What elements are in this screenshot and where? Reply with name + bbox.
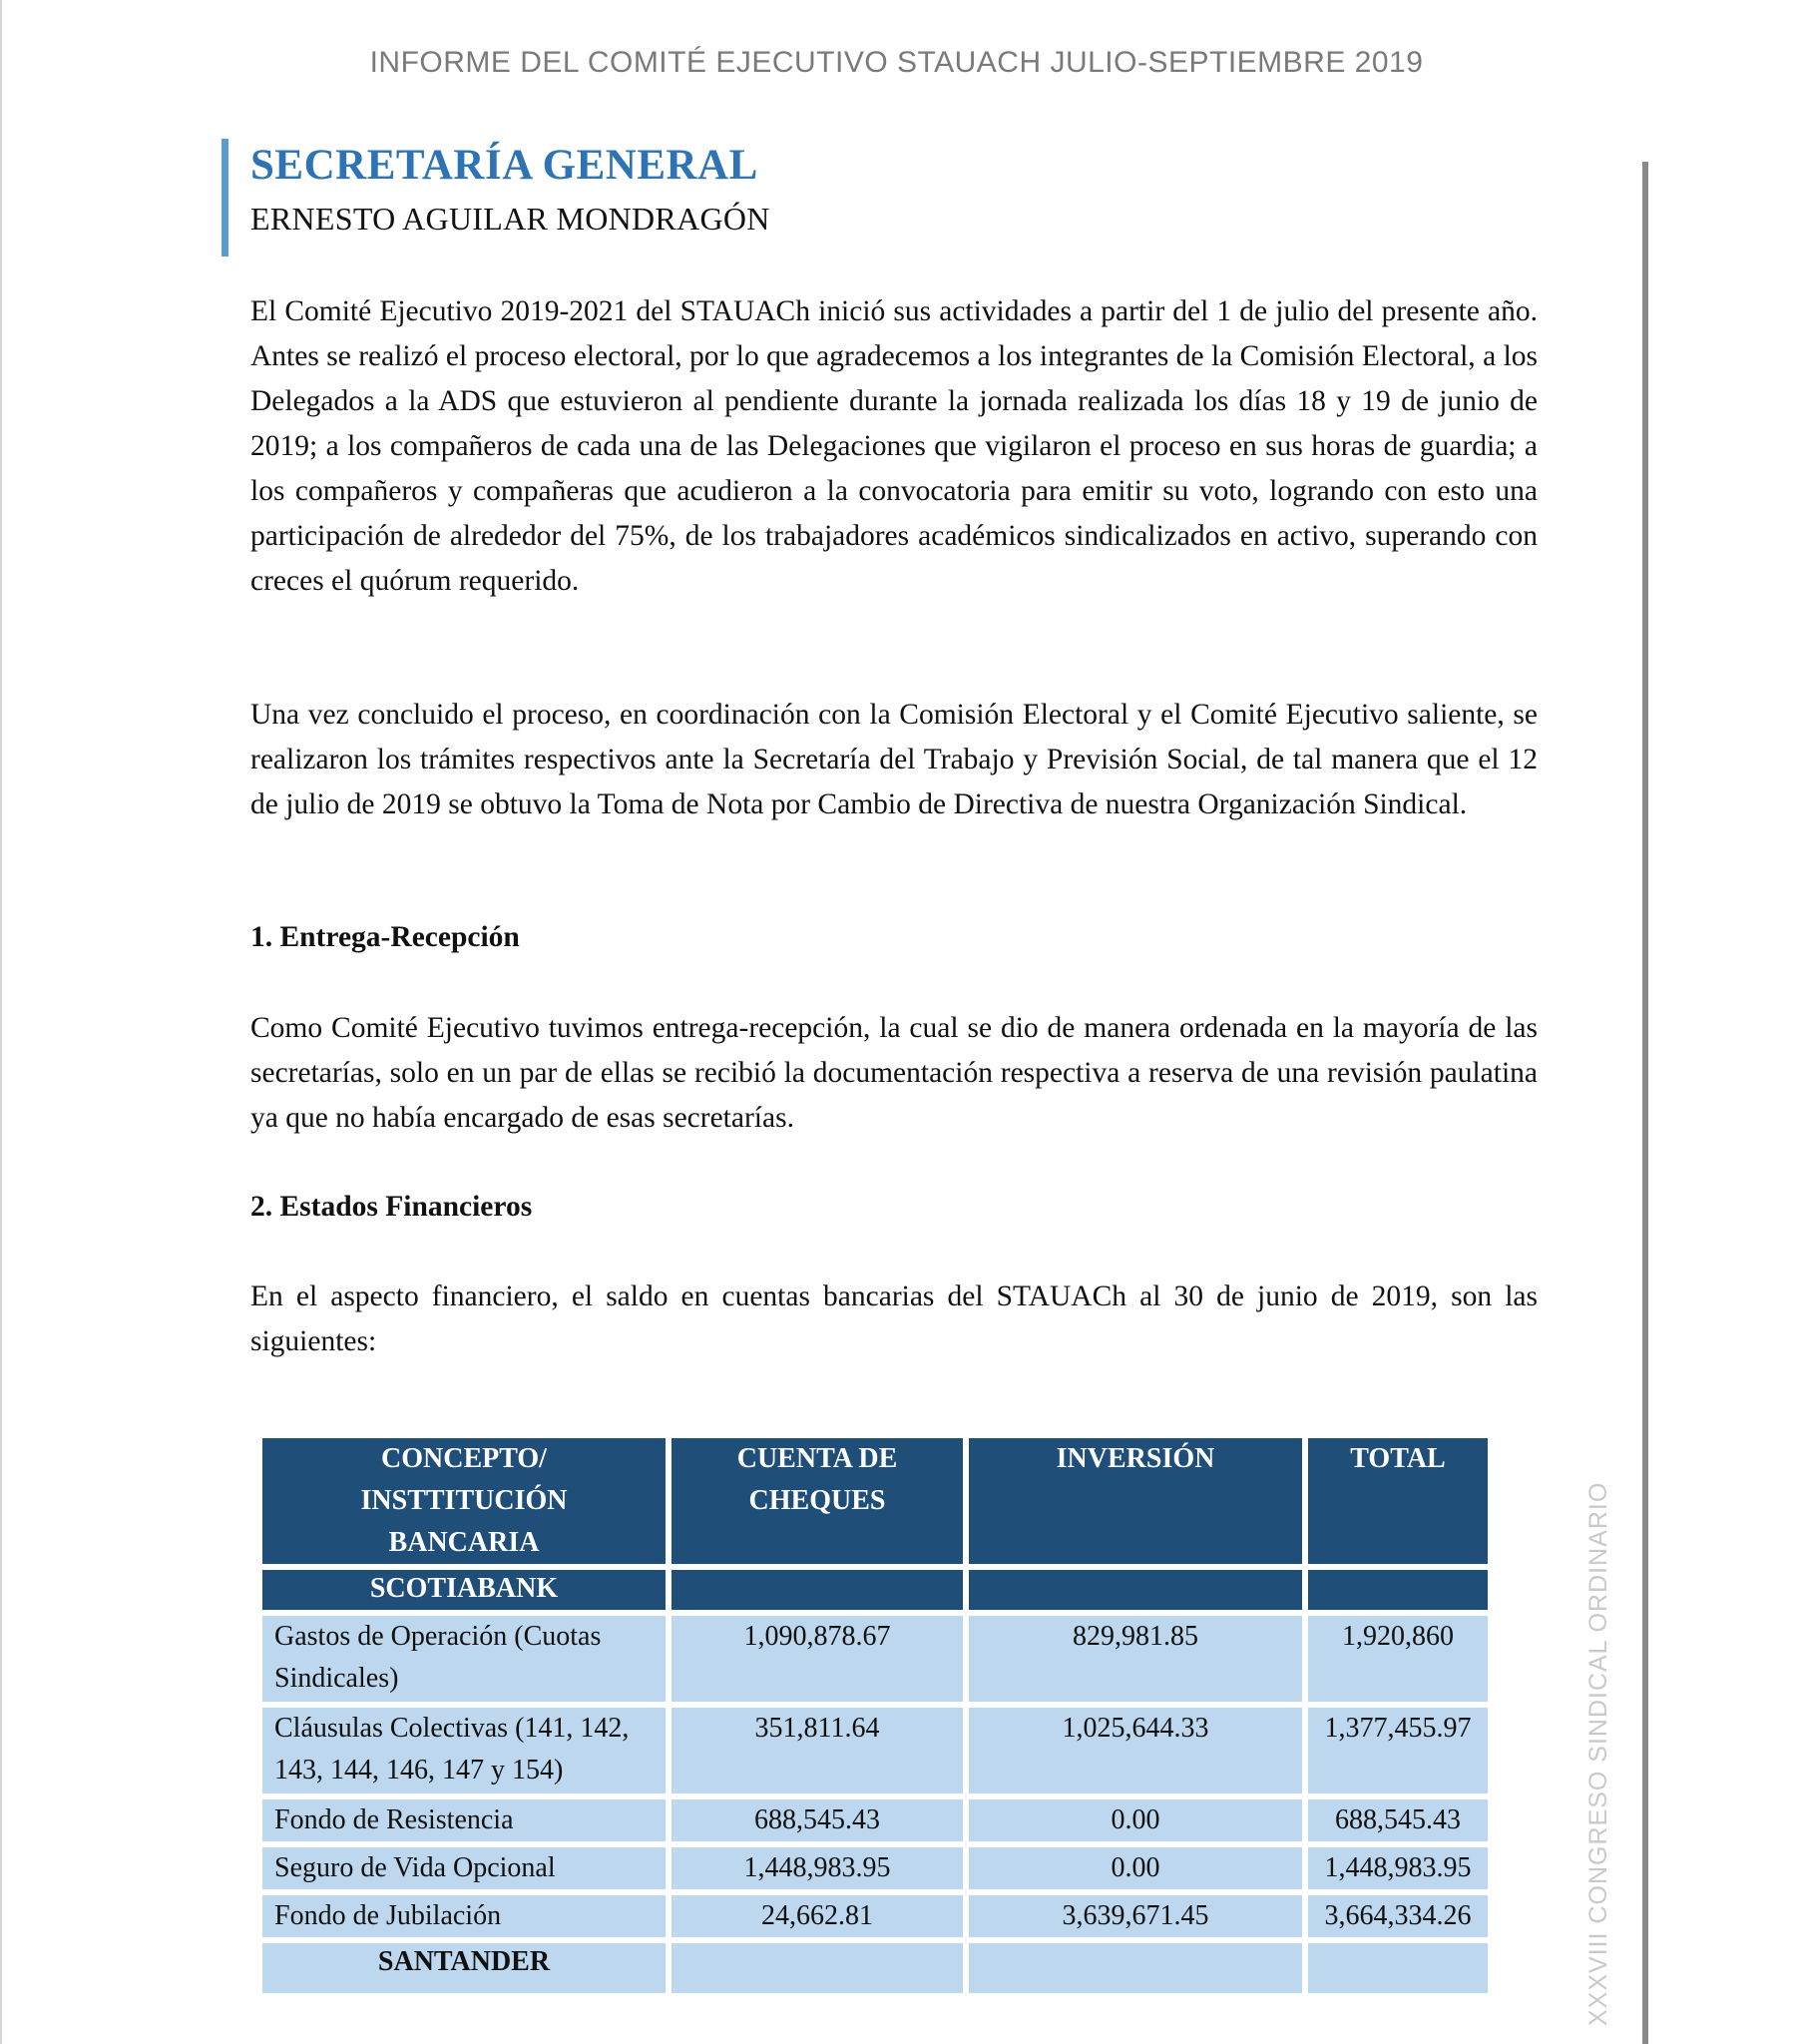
cheques-cell: 351,811.64 xyxy=(672,1708,963,1793)
cheques-cell: 688,545.43 xyxy=(672,1799,963,1841)
paragraph-3: Como Comité Ejecutivo tuvimos entrega-recepción, la cual se dio de manera ordenada en la mayoría de las secretarías, solo en un par de ellas se recibió la documentación respectiva a reserva de una revisión paulatina ya que no había encargado de esas secretarías. xyxy=(250,1012,1538,1134)
section-title: SECRETARÍA GENERAL xyxy=(250,142,758,189)
empty-cell xyxy=(672,1943,963,1993)
paragraph-2: Una vez concluido el proceso, en coordinación con la Comisión Electoral y el Comité Ejecutivo saliente, se realizaron los trámites respectivos ante la Secretaría del Trabajo y Previsión Social, de tal manera que el 12 de julio de 2019 se obtuvo la Toma de Nota por Cambio de Directiva de nuestra Organización Sindical. xyxy=(250,699,1538,820)
paragraph-4: En el aspecto financiero, el saldo en cuentas bancarias del STAUACh al 30 de junio de 2019, son las siguientes: xyxy=(250,1280,1538,1357)
total-cell: 1,377,455.97 xyxy=(1308,1708,1488,1793)
empty-cell xyxy=(1308,1570,1488,1610)
table-row xyxy=(262,1799,1488,1841)
total-cell: 1,920,860 xyxy=(1308,1616,1488,1702)
paragraph-1: El Comité Ejecutivo 2019-2021 del STAUACh inició sus actividades a partir del 1 de julio del presente año. Antes se realizó el proceso electoral, por lo que agradecemos a los integrantes de la Comisión Electoral, a los Delegados a la ADS que estuvieron al pendiente durante la jornada realizada los días 18 y 19 de junio de 2019; a los compañeros de cada una de las Delegaciones que vigilaron el proceso en sus horas de guardia; a los compañeros y compañeras que acudieron a la convocatoria para emitir su voto, logrando con esto una participación de alrededor del 75%, de los trabajadores académicos sindicalizados en activo, superando con creces el quórum requerido. xyxy=(250,295,1538,597)
table-row xyxy=(262,1847,1488,1889)
bank-name: SANTANDER xyxy=(262,1943,666,1993)
total-cell: 3,664,334.26 xyxy=(1308,1895,1488,1937)
cheques-cell: 24,662.81 xyxy=(672,1895,963,1937)
total-cell: 1,448,983.95 xyxy=(1308,1847,1488,1889)
concept-cell: Fondo de Jubilación xyxy=(262,1895,666,1937)
table-row xyxy=(262,1708,1488,1793)
bank-name: SCOTIABANK xyxy=(262,1570,666,1610)
bank-row-santander xyxy=(262,1943,1488,1993)
inversion-cell: 0.00 xyxy=(969,1799,1302,1841)
empty-cell xyxy=(672,1570,963,1610)
running-header: INFORME DEL COMITÉ EJECUTIVO STAUACH JULIO-SEPTIEMBRE 2019 xyxy=(369,46,1424,79)
concept-cell: Seguro de Vida Opcional xyxy=(262,1847,666,1889)
paragraph-4-wrap xyxy=(250,1275,1538,1364)
heading-2-wrap xyxy=(250,1185,1538,1230)
empty-cell xyxy=(969,1570,1302,1610)
inversion-cell: 0.00 xyxy=(969,1847,1302,1889)
inversion-cell: 829,981.85 xyxy=(969,1616,1302,1702)
financial-table xyxy=(256,1432,1494,1999)
empty-cell xyxy=(1308,1943,1488,1993)
heading-entrega-recepcion: 1. Entrega-Recepción xyxy=(250,921,520,953)
table-row xyxy=(262,1895,1488,1937)
paragraph-2-wrap xyxy=(250,693,1538,827)
inversion-cell: 3,639,671.45 xyxy=(969,1895,1302,1937)
header-total: TOTAL xyxy=(1308,1438,1488,1564)
paragraph-3-wrap xyxy=(250,1006,1538,1141)
cheques-cell: 1,448,983.95 xyxy=(672,1847,963,1889)
concept-cell: Fondo de Resistencia xyxy=(262,1799,666,1841)
page-left-edge xyxy=(0,0,2,2044)
inversion-cell: 1,025,644.33 xyxy=(969,1708,1302,1793)
concept-cell: Gastos de Operación (Cuotas Sindicales) xyxy=(262,1616,666,1702)
table-header-row xyxy=(262,1438,1488,1564)
empty-cell xyxy=(969,1943,1302,1993)
paragraph-1-wrap xyxy=(250,289,1538,604)
section-title-block xyxy=(222,139,770,256)
side-congress-label: XXXVIII CONGRESO SINDICAL ORDINARIO xyxy=(1584,1481,1612,2026)
concept-cell: Cláusulas Colectivas (141, 142, 143, 144, 146, 147 y 154) xyxy=(262,1708,666,1793)
table-row xyxy=(262,1616,1488,1702)
header-inversion: INVERSIÓN xyxy=(969,1438,1302,1564)
heading-1-wrap xyxy=(250,915,1538,960)
bank-row-scotiabank xyxy=(262,1570,1488,1610)
right-margin-rule xyxy=(1642,162,1648,2044)
header-cheques: CUENTA DE CHEQUES xyxy=(672,1438,963,1564)
total-cell: 688,545.43 xyxy=(1308,1799,1488,1841)
heading-estados-financieros: 2. Estados Financieros xyxy=(250,1191,533,1223)
header-concepto: CONCEPTO/ INSTTITUCIÓN BANCARIA xyxy=(262,1438,666,1564)
cheques-cell: 1,090,878.67 xyxy=(672,1616,963,1702)
section-author: ERNESTO AGUILAR MONDRAGÓN xyxy=(250,201,770,237)
